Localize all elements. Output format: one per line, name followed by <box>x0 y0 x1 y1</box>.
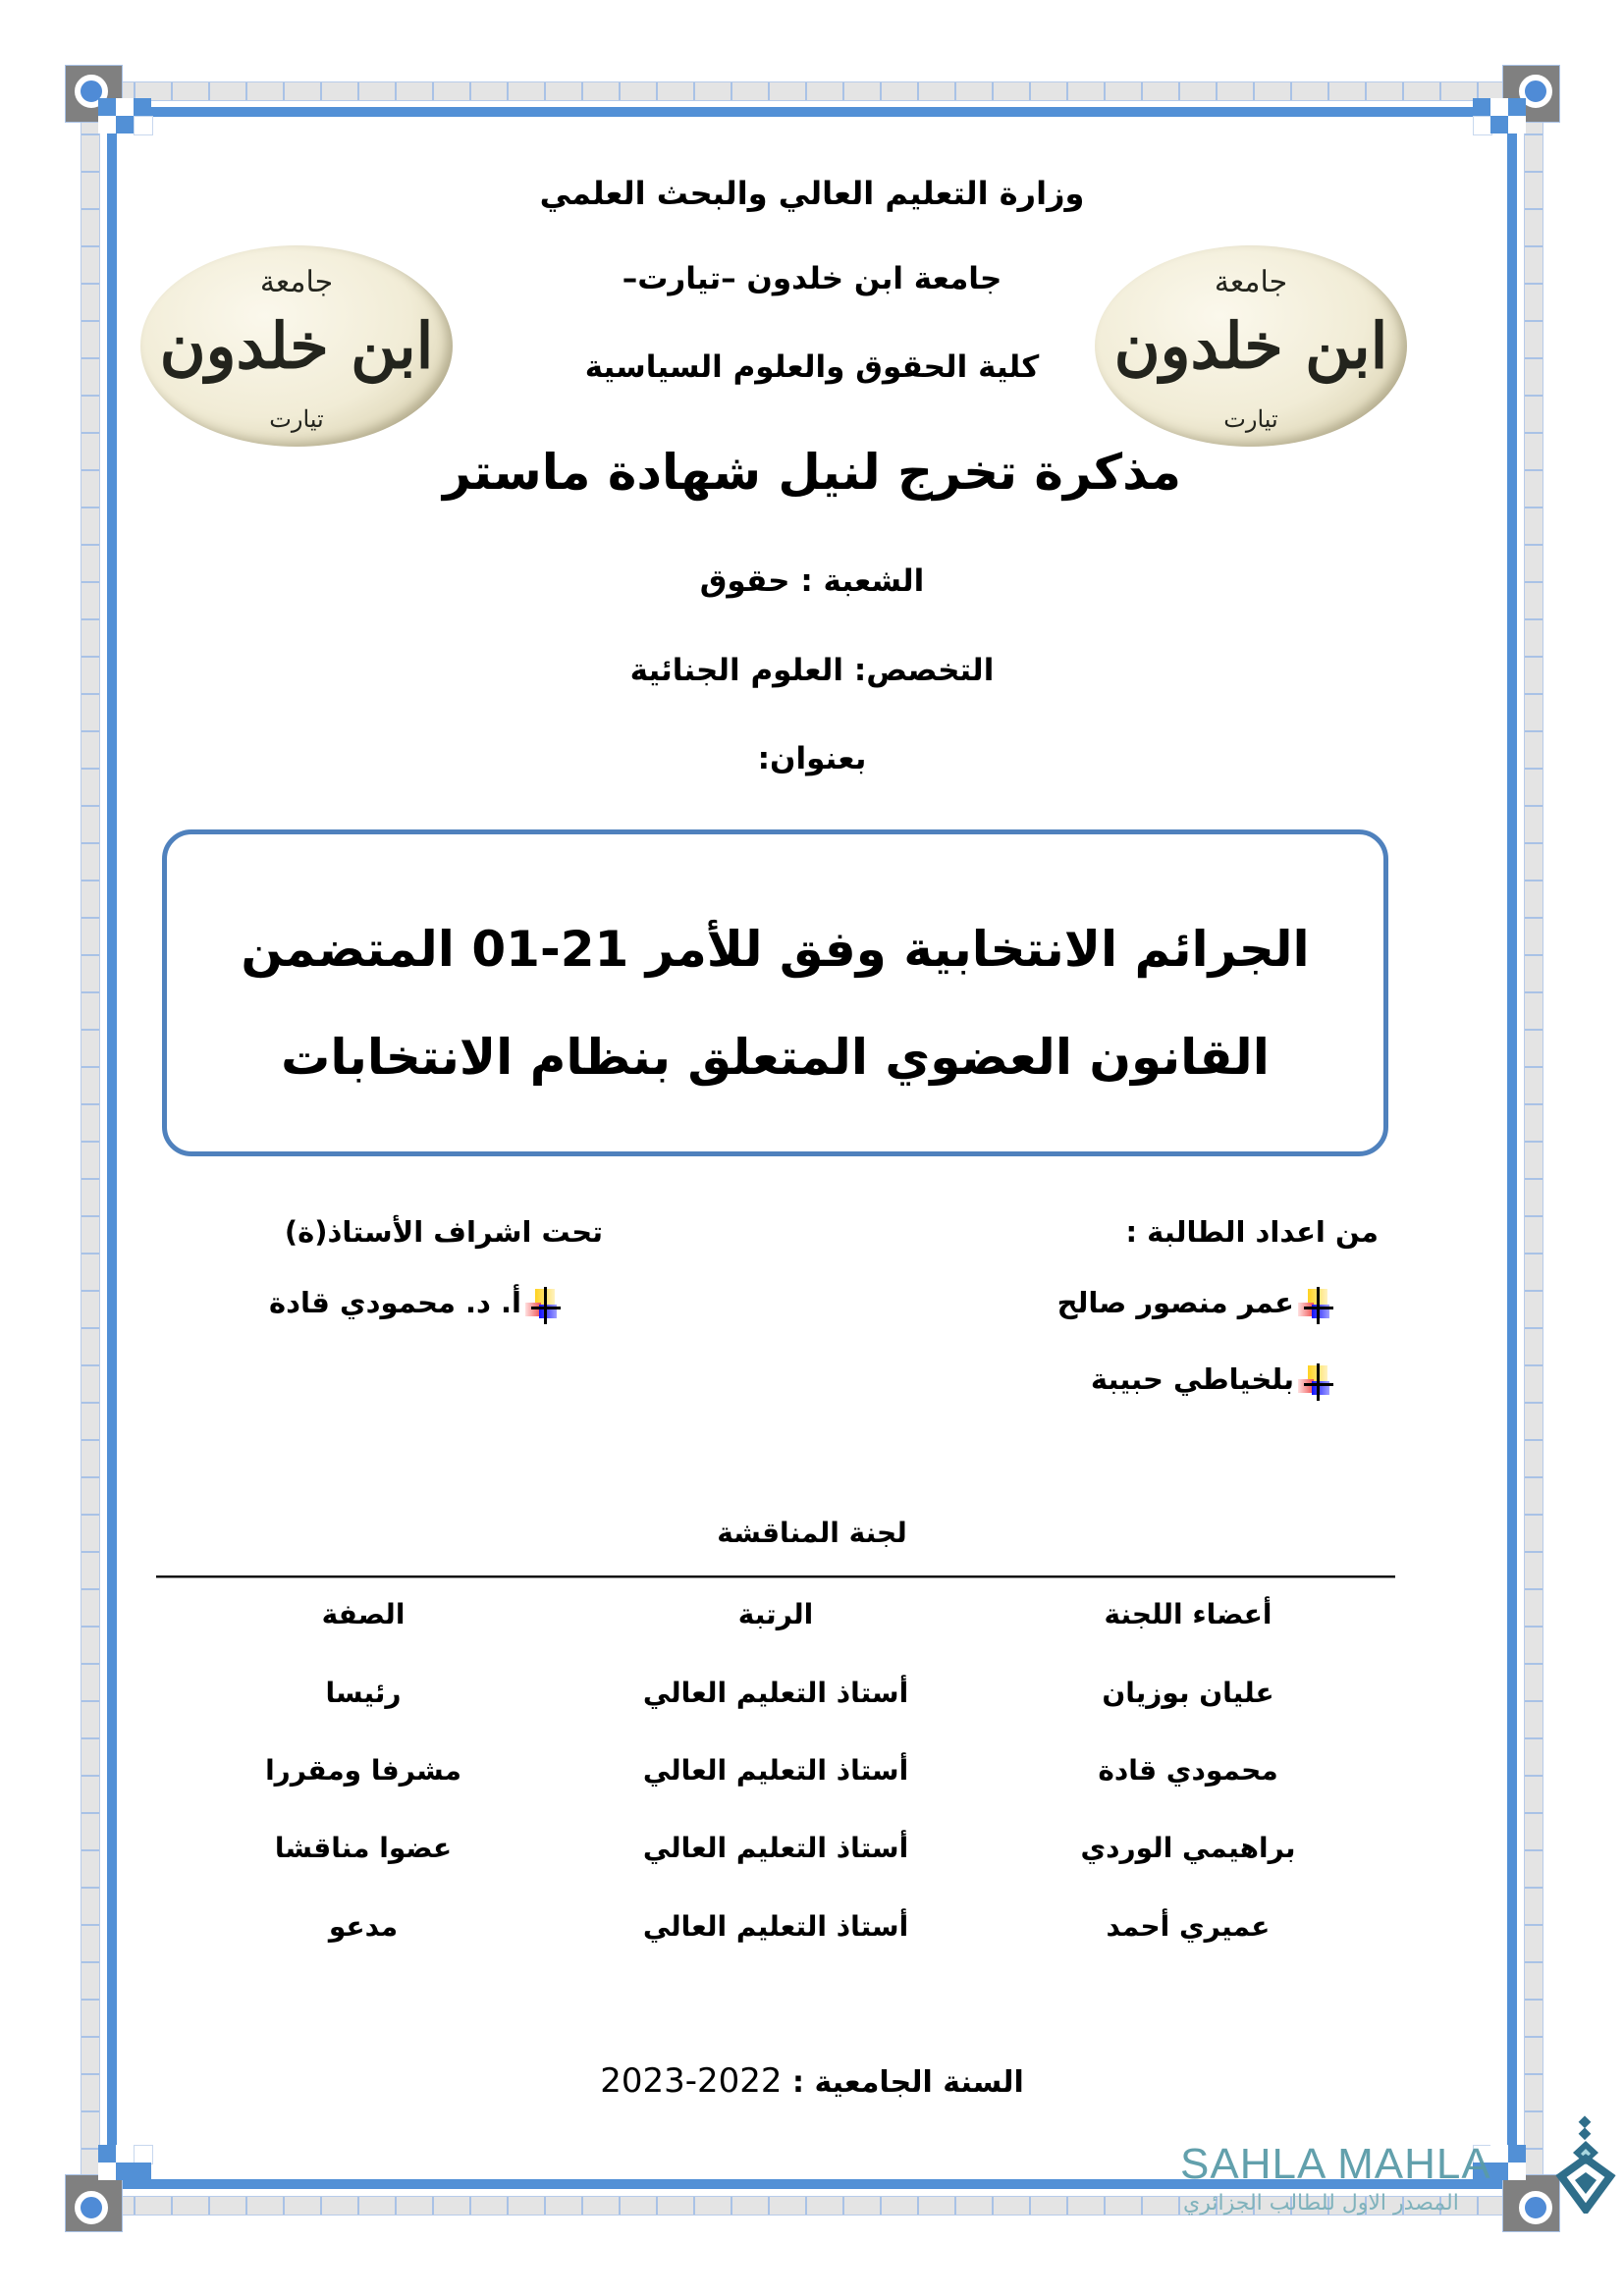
academic-year-value: 2022-2023 <box>600 2061 783 2101</box>
thesis-title-line-1: الجرائم الانتخابية وفق للأمر 21-01 المتضمن <box>241 921 1310 978</box>
frame-left-blue-band <box>107 116 117 2187</box>
bullet-icon <box>525 1289 559 1320</box>
university-seal-right <box>1095 245 1407 447</box>
member-name: عميري أحمد <box>1106 1910 1271 1943</box>
branch-line <box>0 563 1624 599</box>
ministry-name: وزارة التعليم العالي والبحث العلمي <box>539 175 1085 212</box>
degree-heading: مذكرة تخرج لنيل شهادة ماستر <box>443 444 1181 501</box>
committee-heading: لجنة المناقشة <box>717 1517 907 1549</box>
title-label: بعنوان: <box>757 741 867 776</box>
member-name: براهيمي الوردي <box>1080 1832 1296 1864</box>
corner-checker-top-right <box>1473 98 1526 151</box>
committee-divider <box>156 1575 1395 1577</box>
university-seal-left <box>140 245 453 447</box>
column-header-role: الصفة <box>321 1598 406 1630</box>
seal-bottom-text: تيارت <box>1223 405 1278 433</box>
member-role: رئيسا <box>325 1677 402 1709</box>
seal-main-text: ابن خلدون <box>159 309 434 383</box>
member-role: عضوا مناقشا <box>274 1832 453 1864</box>
academic-year-label: السنة الجامعية : <box>792 2065 1024 2100</box>
column-header-members: أعضاء اللجنة <box>1104 1598 1272 1630</box>
seal-main-text: ابن خلدون <box>1113 309 1388 383</box>
supervisor-name: أ. د. محمودي قادة <box>269 1286 521 1319</box>
corner-checker-top-left <box>98 98 151 151</box>
seal-bottom-text: تيارت <box>269 405 324 433</box>
student-name: بلخياطي حبيبة <box>1090 1362 1294 1396</box>
university-name: جامعة ابن خلدون –تيارت– <box>622 261 1002 296</box>
seal-top-text: جامعة <box>259 265 334 299</box>
supervisor-item <box>269 1286 559 1320</box>
frame-top-gray-band <box>98 81 1526 101</box>
member-role: مشرفا ومقررا <box>265 1754 461 1787</box>
thesis-title-box <box>162 829 1388 1156</box>
frame-right-blue-band <box>1507 116 1517 2187</box>
specialty-label: التخصص: <box>853 653 995 688</box>
specialty-line <box>0 653 1624 688</box>
frame-left-gray-band <box>81 98 100 2198</box>
thesis-title-line-2: القانون العضوي المتعلق بنظام الانتخابات <box>281 1029 1270 1086</box>
column-header-rank: الرتبة <box>737 1598 814 1630</box>
student-item <box>1091 1362 1331 1397</box>
students-heading: من اعداد الطالبة : <box>1125 1215 1379 1249</box>
faculty-name: كلية الحقوق والعلوم السياسية <box>584 349 1040 385</box>
corner-checker-bottom-left <box>98 2145 151 2198</box>
specialty-value: العلوم الجنائية <box>629 653 844 688</box>
seal-top-text: جامعة <box>1214 265 1288 299</box>
bullet-icon <box>1298 1365 1331 1397</box>
member-rank: أستاذ التعليم العالي <box>642 1910 909 1943</box>
academic-year-line <box>0 2061 1624 2101</box>
student-name: عمر منصور صالح <box>1056 1286 1294 1319</box>
branch-value: حقوق <box>699 563 790 599</box>
member-rank: أستاذ التعليم العالي <box>642 1832 909 1864</box>
frame-right-gray-band <box>1524 98 1543 2198</box>
branch-label: الشعبة : <box>800 563 925 599</box>
watermark-brand: SAHLA MAHLA <box>1180 2140 1491 2188</box>
watermark-tagline: المصدر الاول للطالب الجزائري <box>1183 2191 1459 2216</box>
bullet-icon <box>1298 1289 1331 1320</box>
watermark-logo-icon <box>1553 2115 1618 2214</box>
member-name: محمودي قادة <box>1098 1754 1278 1787</box>
frame-top-blue-band <box>116 107 1508 117</box>
member-name: عليان بوزيان <box>1102 1677 1274 1709</box>
member-rank: أستاذ التعليم العالي <box>642 1754 909 1787</box>
supervisor-heading: تحت اشراف الأستاذ(ة) <box>284 1215 603 1249</box>
member-role: مدعو <box>328 1910 399 1943</box>
member-rank: أستاذ التعليم العالي <box>642 1677 909 1709</box>
student-item <box>1057 1286 1331 1320</box>
